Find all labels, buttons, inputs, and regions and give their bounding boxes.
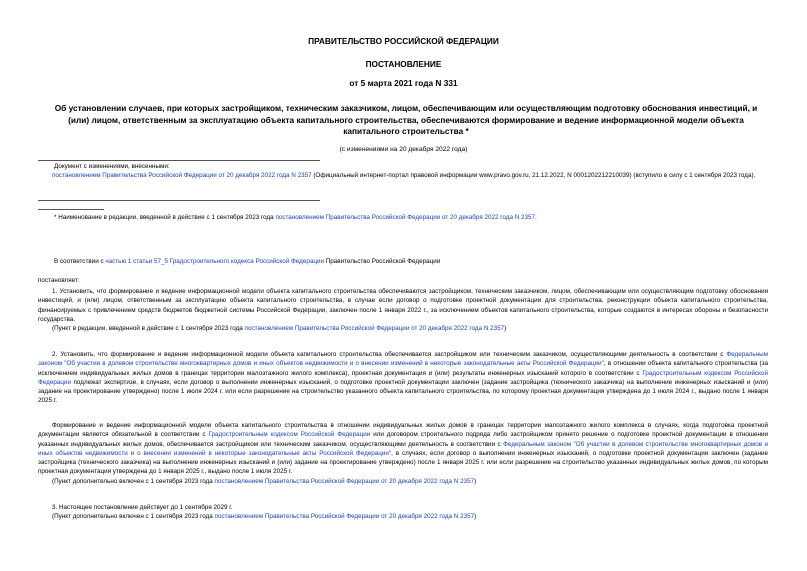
paragraph-3-note: [38, 477, 768, 486]
preamble-link[interactable]: частью 1 статьи 57_5 Градостроительного кодекса Российской Федерации: [105, 258, 324, 265]
divider-middle: [38, 200, 320, 201]
p4-note-start: (Пункт дополнительно включен с 1 сентября 2023 года: [52, 513, 215, 521]
preamble-end: Правительство Российской Федерации: [324, 258, 441, 265]
p2-c: подлежат экспертизе, в случаях, если договор о выполнении инженерных изысканий, о подготовке проектной документации заключен (задание застройщика (технического заказчика) на выполнение инженерных изысканий и (или) задание на проектирование утверждено) после 1 июля 2024 г. или если разрешение на строительство указанного объекта капитального строительства, по которому проектная документация утверждена до 1 июля 2024 г., выдано после 1 января 2025 г.: [38, 378, 768, 405]
p4-note-link[interactable]: постановлением Правительства Российской Федерации от 20 декабря 2022 года N 2357: [214, 513, 475, 521]
p2-link-federal-law[interactable]: Федеральным законом "Об участии в долевом строительстве многоквартирных домов и иных объектов недвижимости и о внесении изменений в некоторые законодательные акты Российской Федерации": [38, 351, 768, 368]
p3-c: , в случаях, если договор о выполнении инженерных изысканий, о подготовке проектной документации заключен (задание застройщика (технического заказчика) на выполнение инженерных изысканий и (или) задание на проектирование утверждено) после 1 января 2025 г. или если разрешение на строительство указанных индивидуальных жилых домов, по которым проектная документация утверждена до 1 января 2025 г., выдано после 1 июля 2025 г.: [38, 449, 768, 476]
paragraph-1-note: [38, 324, 768, 333]
footnote: [54, 213, 768, 222]
paragraph-3: [38, 421, 768, 486]
date-number-heading: от 5 марта 2021 года N 331: [349, 78, 458, 88]
p2-link-gradcode[interactable]: Градостроительным кодексом Российской Федерации: [38, 369, 768, 386]
p3-link-federal-law[interactable]: Федеральным законом "Об участии в долевом строительстве многоквартирных домов и иных объектов недвижимости и о внесении изменений в некоторые законодательные акты Российской Федерации": [38, 440, 768, 457]
paragraph-1: [38, 287, 768, 333]
changes-link[interactable]: постановлением Правительства Российской Федерации от 20 декабря 2022 года N 2357: [52, 172, 312, 180]
p1-note-link[interactable]: постановлением Правительства Российской Федерации от 20 декабря 2022 года N 2357: [244, 325, 505, 333]
p3-a: Формирование и ведение информационной модели объекта капитального строительства в отношении индивидуальных жилых домов в границах территории малоэтажного жилого комплекса в случаях, когда подготовка проектной документации является обязательной в соответствии с: [38, 422, 768, 439]
p3-note-link[interactable]: постановлением Правительства Российской Федерации от 20 декабря 2022 года N 2357: [214, 477, 475, 485]
decrees-word: постановляет:: [38, 277, 80, 284]
p1-note-start: (Пункт в редакции, введенной в действие с 1 сентября 2023 года: [52, 325, 245, 333]
doc-type-heading: ПОСТАНОВЛЕНИЕ: [365, 59, 442, 69]
divider-footnote: [38, 209, 104, 210]
p4-note-end: ): [474, 513, 477, 521]
paragraph-4: [38, 503, 768, 522]
changes-body: [52, 171, 768, 180]
paragraph-2: [38, 350, 768, 406]
footnote-link[interactable]: постановлением Правительства Российской Федерации от 20 декабря 2022 года N 2357: [275, 214, 536, 221]
p3-note-end: ): [474, 477, 477, 485]
paragraph-3-text: [38, 421, 768, 477]
paragraph-4-text: 3. Настоящее постановление действует до 1 сентября 2029 г.: [52, 504, 233, 511]
changes-rest: (Официальный интернет-портал правовой информации www.pravo.gov.ru, 21.12.2022, N 0001202212210039) (вступило в силу с 1 сентября 2023 года).: [311, 172, 756, 180]
edition-note: (с изменениями на 20 декабря 2022 года): [339, 146, 468, 153]
changes-intro: Документ с изменениями, внесенными:: [54, 163, 170, 170]
preamble-start: В соответствии с: [54, 258, 106, 265]
preamble: [54, 257, 768, 266]
document-title: Об установлении случаев, при которых застройщиком, техническим заказчиком, лицом, обеспечивающим или осуществляющим подготовку обоснования инвестиций, и (или) лицом, ответственным за эксплуатацию объекта капитального строительства, обеспечиваются формирование и ведение информационной модели объекта капитального строительства *: [54, 103, 758, 136]
p3-b: или договором строительного подряда либо застройщиком принято решение о подготовке проектной документации в отношении указанных индивидуальных жилых домов, обеспечивается застройщиком или техническим заказчиком, осуществляющими деятельность в соответствии с: [38, 431, 768, 448]
footnote-text: * Наименование в редакции, введенной в действие с 1 сентября 2023 года: [54, 214, 276, 221]
footnote-end: .: [535, 214, 537, 221]
divider-top: [38, 160, 320, 161]
government-heading: ПРАВИТЕЛЬСТВО РОССИЙСКОЙ ФЕДЕРАЦИИ: [308, 36, 499, 46]
paragraph-2-text: [38, 350, 768, 406]
changes-note: [54, 162, 768, 181]
p2-a: 2. Установить, что формирование и ведение информационной модели объекта капитального строительства обеспечивается застройщиком или техническим заказчиком, осуществляющими деятельность в соответствии с: [52, 351, 727, 358]
p3-note-start: (Пункт дополнительно включен с 1 сентября 2023 года: [52, 477, 215, 485]
paragraph-4-note: [38, 512, 768, 521]
p2-b: , в отношении объекта капитального строительства (за исключением индивидуальных жилых домов в границах территории малоэтажного жилого комплекса), проектная документация и (или) результаты инженерных изысканий которого в соответствии с: [38, 360, 768, 377]
p3-link-gradcode[interactable]: Градостроительным кодексом Российской Федерации: [208, 431, 371, 439]
p1-note-end: ): [504, 325, 507, 333]
paragraph-1-text: 1. Установить, что формирование и ведение информационной модели объекта капитального строительства обеспечиваются застройщиком, техническим заказчиком, лицом, обеспечивающим или осуществляющим подготовку обоснования инвестиций, и (или) лицом, ответственным за эксплуатацию объекта капитального строительства, в случае если договор о подготовке проектной документации для строительства, реконструкции объекта капитального строительства, финансируемых с привлечением средств бюджетов бюджетной системы Российской Федерации, заключен после 1 января 2022 г., за исключением объектов капитального строительства, которые создаются в интересах обороны и безопасности государства.: [38, 288, 768, 323]
